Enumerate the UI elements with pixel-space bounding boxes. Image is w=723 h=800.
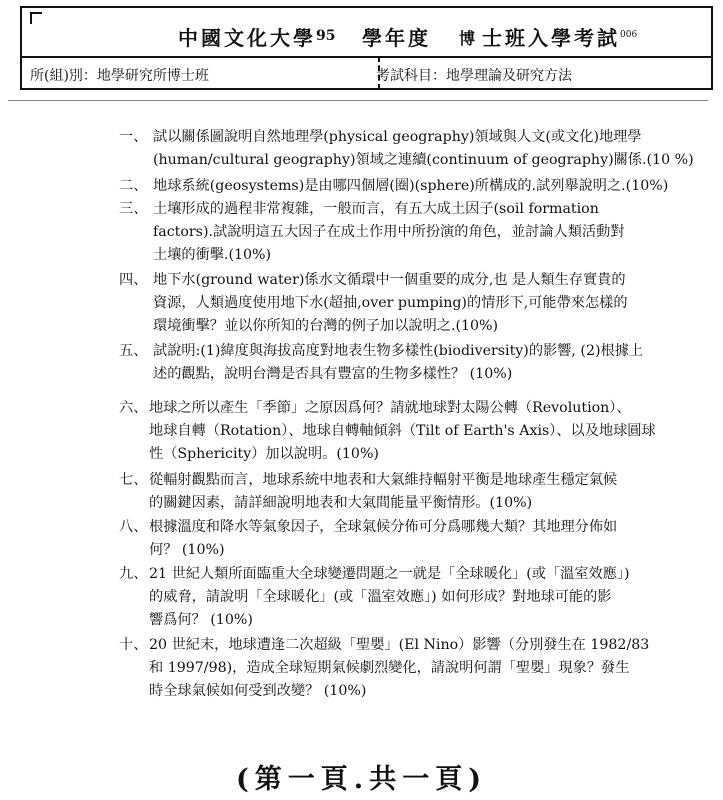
question-8 xyxy=(119,516,617,562)
question-text-line: 地下水(ground water)係水文循環中一個重要的成分,也 是人類生存實貴的 xyxy=(153,272,626,288)
question-text-line: factors).試說明這五大因子在成土作用中所扮演的角色，並討論人類活動對 xyxy=(153,224,625,240)
corner-mark xyxy=(30,12,42,24)
exam-code: 006 xyxy=(620,30,638,40)
question-text-line: 響爲何？ (10%) xyxy=(149,612,253,628)
question-number: 七、 xyxy=(119,472,148,488)
question-number: 四、 xyxy=(119,272,148,288)
question-number: 三、 xyxy=(119,201,148,217)
question-text-line: 的威脅，請說明「全球暖化」(或「溫室效應」) 如何形成？對地球可能的影 xyxy=(149,589,612,605)
question-number: 二、 xyxy=(119,178,148,194)
header-title-row xyxy=(22,8,711,58)
question-number: 九、 xyxy=(119,566,148,582)
question-9 xyxy=(119,563,630,632)
question-text-line: 土壤形成的過程非常複雜，一般而言，有五大成土因子(soil formation xyxy=(153,201,599,217)
question-number: 六、 xyxy=(119,400,148,416)
separator-line xyxy=(8,100,708,101)
question-text-line: 時全球氣候如何受到改變？ (10%) xyxy=(149,683,367,699)
question-number: 五、 xyxy=(119,343,148,359)
question-4 xyxy=(119,269,628,338)
question-text-line: 從輻射觀點而言，地球系統中地表和大氣維持輻射平衡是地球產生穩定氣候 xyxy=(149,472,618,488)
question-text-line: 環境衝擊？並以你所知的台灣的例子加以說明之.(10%) xyxy=(153,318,499,334)
question-10 xyxy=(119,634,649,703)
degree-handwritten: 博 xyxy=(459,29,476,48)
school-name: 中國文化大學 xyxy=(178,26,316,50)
header-info-row xyxy=(22,56,711,90)
question-text-line: 性（Sphericity）加以說明。(10%) xyxy=(149,446,379,462)
exam-year: 95 xyxy=(316,28,336,44)
question-text-line: (human/cultural geography)領域之連續(continuum of geography)關係.(10 %) xyxy=(153,152,694,168)
question-text-line: 的關鍵因素，請詳細說明地表和大氣間能量平衡情形。(10%) xyxy=(149,495,533,511)
question-text-line: 試以關係圖說明自然地理學(physical geography)領域與人文(或文化)地理學 xyxy=(153,129,642,145)
question-text-line: 述的觀點，說明台灣是否具有豐富的生物多樣性？ (10%) xyxy=(153,366,513,382)
question-5 xyxy=(119,340,643,386)
page-footer: (第一頁.共一頁) xyxy=(236,764,487,795)
question-text-line: 何？ (10%) xyxy=(149,542,225,558)
question-text-line: 地球自轉（Rotation）、地球自轉軸傾斜（Tilt of Earth's Axis）、以及地球圓球 xyxy=(149,423,656,439)
question-number: 十、 xyxy=(119,637,148,653)
exam-title: 士班入學考試 xyxy=(482,26,620,50)
question-text-line: 20 世紀末，地球遭逢二次超級「聖嬰」(El Nino）影響（分別發生在 1982/83 xyxy=(149,637,650,653)
academic-year-label: 學年度 xyxy=(362,26,431,50)
question-6 xyxy=(119,397,656,466)
question-text-line: 和 1997/98)，造成全球短期氣候劇烈變化，請說明何謂「聖嬰」現象？發生 xyxy=(149,660,630,676)
exam-header xyxy=(20,6,713,90)
question-7 xyxy=(119,469,617,515)
question-text-line: 地球之所以產生「季節」之原因爲何？請就地球對太陽公轉（Revolution）、 xyxy=(149,400,631,416)
question-text-line: 地球系統(geosystems)是由哪四個層(圈)(sphere)所構成的.試列舉說明之.(10%) xyxy=(153,178,669,194)
department-field: 所(組)別：地學研究所博士班 xyxy=(30,68,209,84)
subject-field: 考試科目：地學理論及研究方法 xyxy=(376,68,572,84)
question-text-line: 資源，人類過度使用地下水(超抽,over pumping)的情形下,可能帶來怎樣的 xyxy=(153,295,628,311)
question-3 xyxy=(119,198,624,267)
question-number: 八、 xyxy=(119,519,148,535)
question-text-line: 21 世紀人類所面臨重大全球變遷問題之一就是「全球暖化」(或「溫室效應」) xyxy=(149,566,630,582)
question-number: 一、 xyxy=(119,129,148,145)
question-text-line: 根據溫度和降水等氣象因子，全球氣候分佈可分爲哪幾大類？其地理分佈如 xyxy=(149,519,618,535)
question-2 xyxy=(119,175,668,198)
question-text-line: 土壤的衝擊.(10%) xyxy=(153,247,272,263)
question-text-line: 試說明:(1)緯度與海拔高度對地表生物多樣性(biodiversity)的影響, (2)根據上 xyxy=(153,343,644,359)
question-1 xyxy=(119,126,694,172)
